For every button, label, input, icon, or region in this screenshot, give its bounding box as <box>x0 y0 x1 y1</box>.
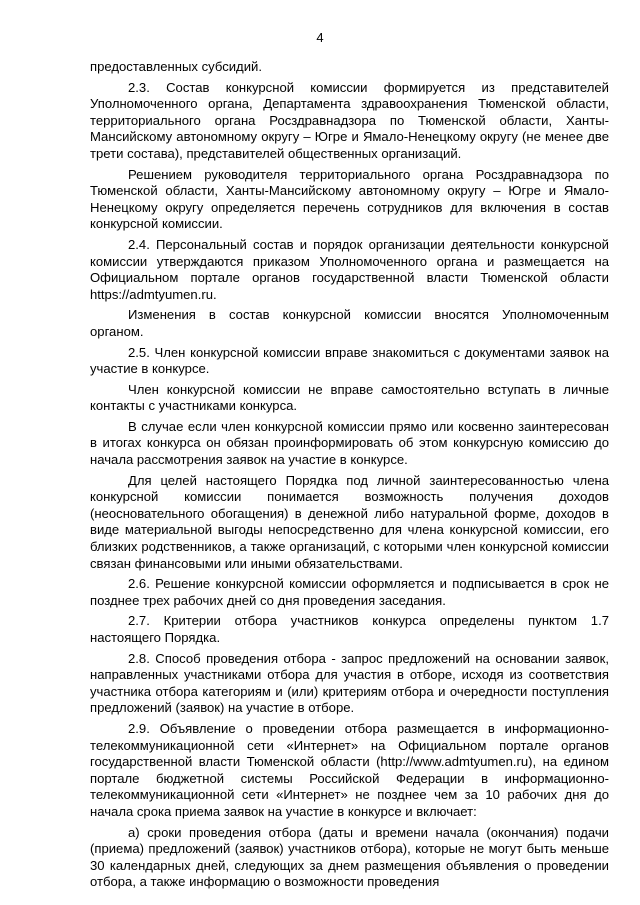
paragraph-2-4: 2.4. Персональный состав и порядок организации деятельности конкурсной комиссии утверждаются приказом Уполномоченного органа и размещается на Официальном портале органов государственной власти Тюменской области https://admtyumen.ru. <box>90 236 609 302</box>
paragraph-2-6: 2.6. Решение конкурсной комиссии оформляется и подписывается в срок не позднее трех рабочих дней со дня проведения заседания. <box>90 576 609 608</box>
paragraph-2-3-decision: Решением руководителя территориального органа Росздравнадзора по Тюменской области, Ханты-Мансийскому автономному округу – Югре и Ямало-Ненецкому округу определяется перечень сотрудников для включения в состав конкурсной комиссии. <box>90 166 609 232</box>
paragraph-2-5-definition: Для целей настоящего Порядка под личной заинтересованностью члена конкурсной комиссии понимается возможность получения доходов (неосновательного обогащения) в денежной либо натуральной форме, доходов в виде материальной выгоды непосредственно для члена конкурсной комиссии, его близких родственников, а также организаций, с которыми член конкурсной комиссии связан финансовыми или иными обязательствами. <box>90 472 609 571</box>
paragraph-2-3: 2.3. Состав конкурсной комиссии формируется из представителей Уполномоченного органа, Департамента здравоохранения Тюменской области, территориального органа Росздравнадзора по Тюменской области, Ханты-Мансийскому автономному округу – Югре и Ямало-Ненецкому округу (не менее две трети состава), представителей общественных организаций. <box>90 79 609 161</box>
paragraph-2-5-interest: В случае если член конкурсной комиссии прямо или косвенно заинтересован в итогах конкурса он обязан проинформировать об этом конкурсную комиссию до начала рассмотрения заявок на участие в конкурсе. <box>90 418 609 468</box>
paragraph-continuation: предоставленных субсидий. <box>90 59 262 74</box>
paragraph-2-5-contacts: Член конкурсной комиссии не вправе самостоятельно вступать в личные контакты с участниками конкурса. <box>90 381 609 414</box>
paragraph-2-5: 2.5. Член конкурсной комиссии вправе знакомиться с документами заявок на участие в конкурсе. <box>90 344 609 377</box>
document-body <box>90 59 609 895</box>
page-number: 4 <box>316 30 324 45</box>
paragraph-2-8: 2.8. Способ проведения отбора - запрос предложений на основании заявок, направленных участниками отбора для участия в отборе, исходя из соответствия участника отбора категориям и (или) критериям отбора и очередности поступления предложений (заявок) на участие в отборе. <box>90 650 609 716</box>
paragraph-2-4-changes: Изменения в состав конкурсной комиссии вносятся Уполномоченным органом. <box>90 307 609 339</box>
paragraph-2-9-a: а) сроки проведения отбора (даты и времени начала (окончания) подачи (приема) предложений (заявок) участников отбора), которые не могут быть меньше 30 календарных дней, следующих за днем размещения объявления о проведении отбора, а также информацию о возможности проведения <box>90 824 609 890</box>
paragraph-2-9: 2.9. Объявление о проведении отбора размещается в информационно-телекоммуникационной сети «Интернет» на Официальном портале органов государственной власти Тюменской области (http://www.admtyumen.ru), на едином портале бюджетной системы Российской Федерации в информационно-телекоммуникационной сети «Интернет» не позднее чем за 10 рабочих дня до начала срока приема заявок на участие в конкурсе и включает: <box>90 720 609 819</box>
paragraph-2-7: 2.7. Критерии отбора участников конкурса определены пунктом 1.7 настоящего Порядка. <box>90 613 609 645</box>
